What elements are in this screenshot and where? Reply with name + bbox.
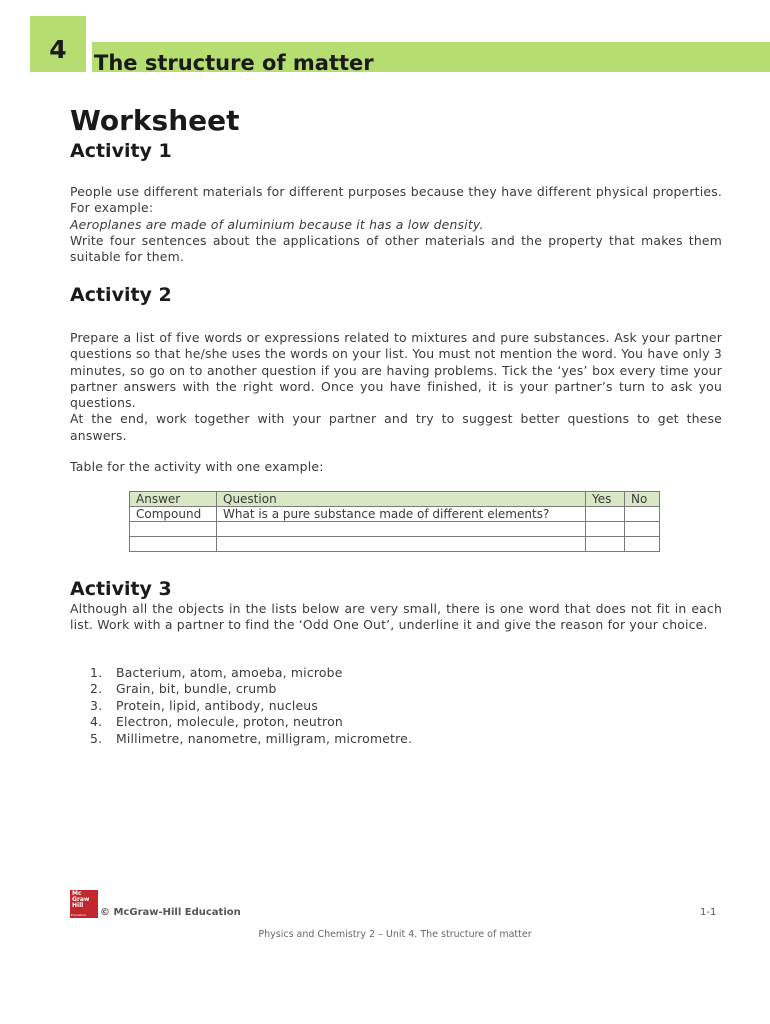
- table-row: [130, 522, 660, 537]
- table-header-no: No: [625, 492, 660, 507]
- worksheet-title: Worksheet: [70, 104, 240, 137]
- table-cell: [586, 537, 625, 552]
- table-caption: Table for the activity with one example:: [70, 459, 324, 474]
- table-cell: Compound: [130, 507, 217, 522]
- table-cell: [130, 537, 217, 552]
- activity-2-paragraph-1: Prepare a list of five words or expressions related to mixtures and pure substances. Ask your partner questions so that he/she uses the words on your list. You must not mention the word. You have only 3 minutes, so go on to another question if you are having problems. Tick the ‘yes’ box every time your partner answers with the right word. Once you have finished, it is your partner’s turn to ask you questions.: [70, 330, 722, 411]
- activity-3-title: Activity 3: [70, 578, 172, 600]
- list-item: 5. Millimetre, nanometre, milligram, micrometre.: [90, 730, 413, 746]
- table-row: [130, 507, 660, 522]
- activity-1-example: Aeroplanes are made of aluminium because it has a low density.: [70, 216, 484, 232]
- list-item: 1. Bacterium, atom, amoeba, microbe: [90, 665, 343, 680]
- activity-2-text: [70, 330, 722, 444]
- activity-1-text: [70, 184, 722, 265]
- course-footer: Physics and Chemistry 2 – Unit 4. The structure of matter: [258, 929, 532, 940]
- activity-2-title: Activity 2: [70, 284, 172, 306]
- unit-title: The structure of matter: [94, 51, 374, 75]
- table-cell: [130, 522, 217, 537]
- table-cell: [586, 522, 625, 537]
- activity-3-intro: Although all the objects in the lists below are very small, there is one word that does not fit in each list. Work with a partner to find the ‘Odd One Out’, underline it and give the reason for your choice.: [70, 601, 722, 633]
- mcgraw-hill-logo: Mc Graw Hill Education: [70, 890, 98, 918]
- activity-1-task: Write four sentences about the applications of other materials and the property that makes them suitable for them.: [70, 232, 722, 265]
- table-cell: [625, 522, 660, 537]
- list-item: 4. Electron, molecule, proton, neutron: [90, 714, 343, 730]
- list-item: 2. Grain, bit, bundle, crumb: [90, 681, 277, 697]
- unit-number-box: [30, 16, 86, 72]
- activity-1-title: Activity 1: [70, 140, 172, 162]
- odd-one-out-list: [90, 665, 412, 747]
- page-number: 1-1: [700, 907, 717, 918]
- example-table: [129, 491, 660, 552]
- table-cell: [625, 507, 660, 522]
- table-cell: [217, 522, 586, 537]
- table-cell: What is a pure substance made of different elements?: [217, 507, 586, 522]
- unit-number: 4: [49, 35, 67, 64]
- table-header-answer: Answer: [130, 492, 217, 507]
- activity-1-intro: People use different materials for different purposes because they have different physical properties. For example:: [70, 184, 722, 216]
- table-header-question: Question: [217, 492, 586, 507]
- table-cell: [586, 507, 625, 522]
- activity-2-paragraph-2: At the end, work together with your partner and try to suggest better questions to get these answers.: [70, 411, 722, 443]
- table-header-yes: Yes: [586, 492, 625, 507]
- copyright-text: © McGraw-Hill Education: [100, 907, 241, 918]
- table-cell: [217, 537, 586, 552]
- list-item: 3. Protein, lipid, antibody, nucleus: [90, 697, 319, 713]
- table-cell: [625, 537, 660, 552]
- table-header-row: [130, 492, 660, 507]
- table-row: [130, 537, 660, 552]
